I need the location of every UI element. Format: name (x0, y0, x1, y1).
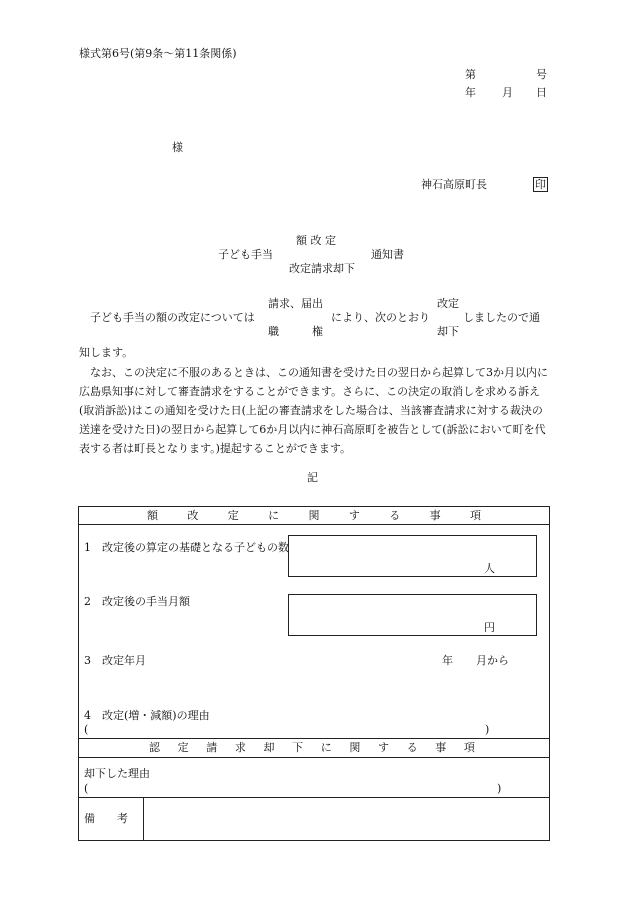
reject-label: 却下した理由 (84, 767, 150, 780)
title-suffix: 通知書 (371, 248, 404, 261)
header-char: 下 (292, 741, 304, 754)
header-char: 項 (463, 741, 475, 754)
header-char: 求 (234, 741, 246, 754)
statement-continuation: 知します。 (79, 346, 134, 359)
item4-close-paren: ) (485, 723, 490, 736)
header-char: る (389, 509, 401, 522)
statement-option-a1: 請求、届出 (268, 297, 323, 310)
header-char: る (406, 741, 418, 754)
header-char: 定 (227, 509, 239, 522)
statement-suffix: しましたので通 (463, 311, 540, 324)
item1-unit: 人 (484, 562, 495, 575)
divider (78, 738, 550, 739)
item2-label: 2 改定後の手当月額 (84, 595, 190, 608)
date-year: 年 (465, 86, 476, 99)
item2-monthly-amount-field[interactable] (288, 594, 537, 636)
divider (78, 757, 550, 758)
item1-children-count-field[interactable] (288, 535, 537, 577)
item4-open-paren: ( (84, 723, 89, 736)
item3-label: 3 改定年月 (84, 654, 146, 667)
header-char: 却 (263, 741, 275, 754)
reject-close-paren: ) (497, 782, 502, 795)
divider (78, 797, 550, 798)
sender-name: 神石高原町長 (421, 178, 487, 191)
header-char: 項 (470, 509, 481, 522)
header-char: 関 (308, 509, 320, 522)
header-char: 定 (177, 741, 189, 754)
header-char: に (320, 741, 332, 754)
title-prefix: 子ども手当 (218, 248, 273, 261)
number-go: 号 (536, 68, 547, 81)
statement-prefix: 子ども手当の額の改定については (90, 311, 255, 324)
item3-month: 月から (476, 654, 509, 667)
section-header-rejection (149, 741, 475, 755)
remarks-field[interactable] (145, 799, 548, 839)
divider (78, 524, 550, 525)
header-char: 認 (149, 741, 160, 754)
statement-option-b1: 改定 (437, 297, 459, 310)
header-char: 額 (147, 509, 158, 522)
date-month: 月 (502, 86, 513, 99)
item1-label: 1 改定後の算定の基礎となる子どもの数 (84, 541, 289, 554)
header-char: 事 (435, 741, 447, 754)
title-line1: 額 改 定 (296, 234, 336, 247)
header-char: に (268, 509, 280, 522)
title-line3: 改定請求却下 (289, 262, 355, 275)
seal-stamp: 印 (535, 178, 546, 191)
statement-option-a2: 職 権 (268, 325, 323, 338)
item3-year: 年 (442, 654, 453, 667)
date-day: 日 (536, 86, 547, 99)
reject-open-paren: ( (84, 782, 89, 795)
divider (143, 797, 144, 841)
number-dai: 第 (465, 68, 476, 81)
ki-heading: 記 (307, 471, 318, 484)
header-char: 請 (206, 741, 218, 754)
item4-label: 4 改定(増・減額)の理由 (84, 709, 210, 722)
header-char: す (348, 509, 360, 522)
remarks-label: 備 考 (84, 812, 128, 825)
header-char: 関 (349, 741, 361, 754)
statement-middle: により、次のとおり (331, 311, 430, 324)
form-number: 様式第6号(第9条〜第11条関係) (79, 47, 237, 60)
section-header-amount-change (147, 509, 481, 523)
notice-paragraph: なお、この決定に不服のあるときは、この通知書を受けた日の翌日から起算して3か月以内に広島県知事に対して審査請求をすることができます。さらに、この決定の取消しを求める訴え(取消訴訟)はこの通知を受けた日(上記の審査請求をした場合は、当該審査請求に対する裁決の送達を受けた日)の翌日から起算して6か月以内に神石高原町を被告として(訴訟において町を代表する者は町長となります。)提起することができます。 (79, 366, 548, 455)
addressee-sama: 様 (172, 141, 183, 154)
header-char: 事 (429, 509, 441, 522)
header-char: 改 (187, 509, 199, 522)
item2-unit: 円 (484, 621, 495, 634)
header-char: す (378, 741, 389, 754)
statement-option-b2: 却下 (437, 325, 459, 338)
